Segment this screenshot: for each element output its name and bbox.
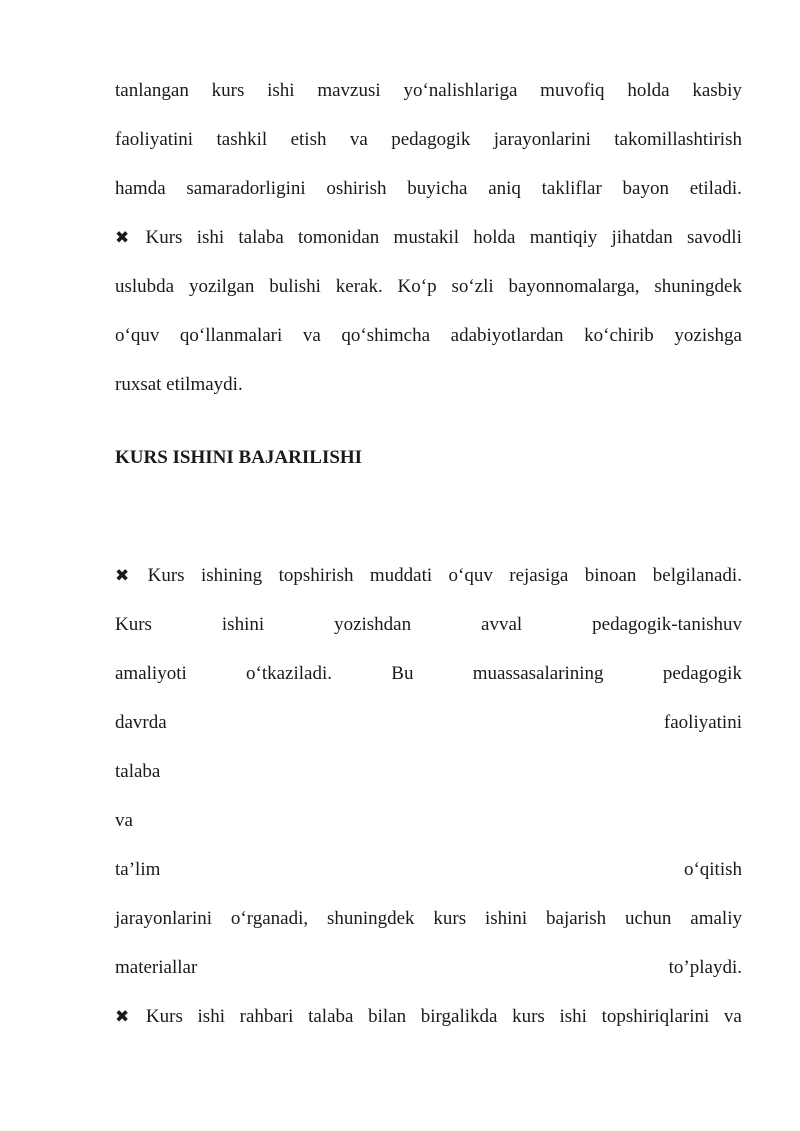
- word: talaba: [115, 761, 161, 782]
- word: samaradorligini: [186, 178, 306, 199]
- word: rahbari: [239, 1006, 294, 1027]
- word: shuningdek: [326, 908, 415, 929]
- word: belgilanadi.: [652, 565, 742, 586]
- word: jihatdan: [611, 227, 673, 248]
- justified-line: [115, 121, 742, 170]
- justified-line: [115, 170, 742, 219]
- blank-space: [115, 488, 742, 557]
- word: o‘qitish: [683, 859, 742, 880]
- word: yo‘nalishlariga: [403, 80, 518, 101]
- word: adabiyotlardan: [450, 325, 564, 346]
- justified-line: [115, 557, 742, 606]
- word: bulishi: [269, 276, 321, 297]
- word: bajarish: [546, 908, 607, 929]
- word: mavzusi: [317, 80, 381, 101]
- word: talaba: [308, 1006, 354, 1027]
- word: uchun: [625, 908, 672, 929]
- word: qo‘shimcha: [341, 325, 431, 346]
- word: muddati: [369, 565, 433, 586]
- word: ishi: [196, 227, 225, 248]
- justified-line: [115, 851, 742, 900]
- word: aniq: [488, 178, 521, 199]
- word: Kurs: [145, 1006, 183, 1027]
- word: ishining: [200, 565, 263, 586]
- word: rejasiga: [509, 565, 569, 586]
- word: tashkil: [216, 129, 268, 150]
- justified-line: [115, 802, 742, 851]
- justified-line: [115, 219, 742, 268]
- word: oshirish: [326, 178, 387, 199]
- cross-bullet-icon: ✖: [115, 1007, 130, 1027]
- word: o‘tkaziladi.: [246, 663, 333, 684]
- word: buyicha: [407, 178, 468, 199]
- word: va: [723, 1006, 742, 1027]
- word: uslubda: [115, 276, 175, 297]
- word: Ko‘p: [397, 276, 437, 297]
- word: amaliyoti: [115, 663, 187, 684]
- word: avval: [481, 614, 523, 635]
- word: takomillashtirish: [614, 129, 742, 150]
- word: kurs: [211, 80, 245, 101]
- word: mantiqiy: [529, 227, 598, 248]
- justified-line: [115, 753, 742, 802]
- word: kasbiy: [692, 80, 742, 101]
- word: ishi: [197, 1006, 225, 1027]
- word: kerak.: [335, 276, 383, 297]
- word: kurs: [512, 1006, 545, 1027]
- word: etiladi.: [689, 178, 742, 199]
- justified-line: [115, 317, 742, 366]
- word: Bu: [391, 663, 414, 684]
- justified-line: [115, 900, 742, 949]
- word: pedagogik: [662, 663, 742, 684]
- word: faoliyatini: [115, 129, 194, 150]
- word: ishi: [267, 80, 295, 101]
- word: yozilgan: [188, 276, 255, 297]
- justified-line: [115, 72, 742, 121]
- paragraph-independence: [115, 219, 742, 366]
- word: faoliyatini: [663, 712, 742, 733]
- word: holda: [627, 80, 670, 101]
- word: o‘quv: [448, 565, 493, 586]
- justified-line: [115, 655, 742, 704]
- word: mustakil: [393, 227, 459, 248]
- word: o‘rganadi,: [230, 908, 309, 929]
- word: ishi: [559, 1006, 587, 1027]
- word: kurs: [433, 908, 467, 929]
- word: tanlangan: [115, 80, 189, 101]
- word: topshirish: [278, 565, 354, 586]
- cross-bullet-icon: ✖: [115, 566, 130, 586]
- word: binoan: [584, 565, 637, 586]
- word: Kurs: [145, 227, 183, 248]
- word: muassasalarining: [472, 663, 604, 684]
- word: pedagogik: [391, 129, 471, 150]
- word: tomonidan: [298, 227, 380, 248]
- word: talaba: [238, 227, 284, 248]
- word: va: [349, 129, 368, 150]
- text-line: ruxsat etilmaydi.: [115, 374, 243, 395]
- justified-line: [115, 268, 742, 317]
- word: ko‘chirib: [584, 325, 654, 346]
- word: bilan: [368, 1006, 407, 1027]
- paragraph-supervisor: [115, 998, 742, 1047]
- word: takliflar: [541, 178, 602, 199]
- word: yozishga: [674, 325, 742, 346]
- document-page: [115, 72, 742, 1047]
- word: va: [115, 810, 133, 831]
- cross-bullet-icon: ✖: [115, 228, 130, 248]
- word: jarayonlarini: [115, 908, 213, 929]
- word: birgalikda: [420, 1006, 498, 1027]
- word: pedagogik-tanishuv: [592, 614, 742, 635]
- word: holda: [473, 227, 516, 248]
- word: so‘zli: [451, 276, 494, 297]
- word: jarayonlarini: [493, 129, 591, 150]
- word: hamda: [115, 178, 166, 199]
- word: muvofiq: [540, 80, 605, 101]
- word: Kurs: [115, 614, 152, 635]
- word: ishini: [484, 908, 528, 929]
- word: davrda: [115, 712, 167, 733]
- word: yozishdan: [334, 614, 412, 635]
- justified-line: [115, 704, 742, 753]
- word: o‘quv: [115, 325, 160, 346]
- word: etish: [290, 129, 327, 150]
- justified-line: [115, 606, 742, 655]
- paragraph-intro: [115, 72, 742, 219]
- word: materiallar: [115, 957, 198, 978]
- word: Kurs: [147, 565, 185, 586]
- word: shuningdek: [654, 276, 742, 297]
- word: ta’lim: [115, 859, 161, 880]
- word: bayon: [622, 178, 669, 199]
- justified-line: [115, 998, 742, 1047]
- word: topshiriqlarini: [601, 1006, 710, 1027]
- paragraph-deadline: [115, 557, 742, 998]
- word: savodli: [686, 227, 742, 248]
- word: ishini: [221, 614, 265, 635]
- word: to’playdi.: [668, 957, 742, 978]
- word: va: [302, 325, 321, 346]
- word: qo‘llanmalari: [179, 325, 283, 346]
- word: amaliy: [690, 908, 742, 929]
- word: bayonnomalarga,: [508, 276, 640, 297]
- section-heading: KURS ISHINI BAJARILISHI: [115, 447, 363, 468]
- paragraph-last-line: [115, 366, 742, 415]
- justified-line: [115, 949, 742, 998]
